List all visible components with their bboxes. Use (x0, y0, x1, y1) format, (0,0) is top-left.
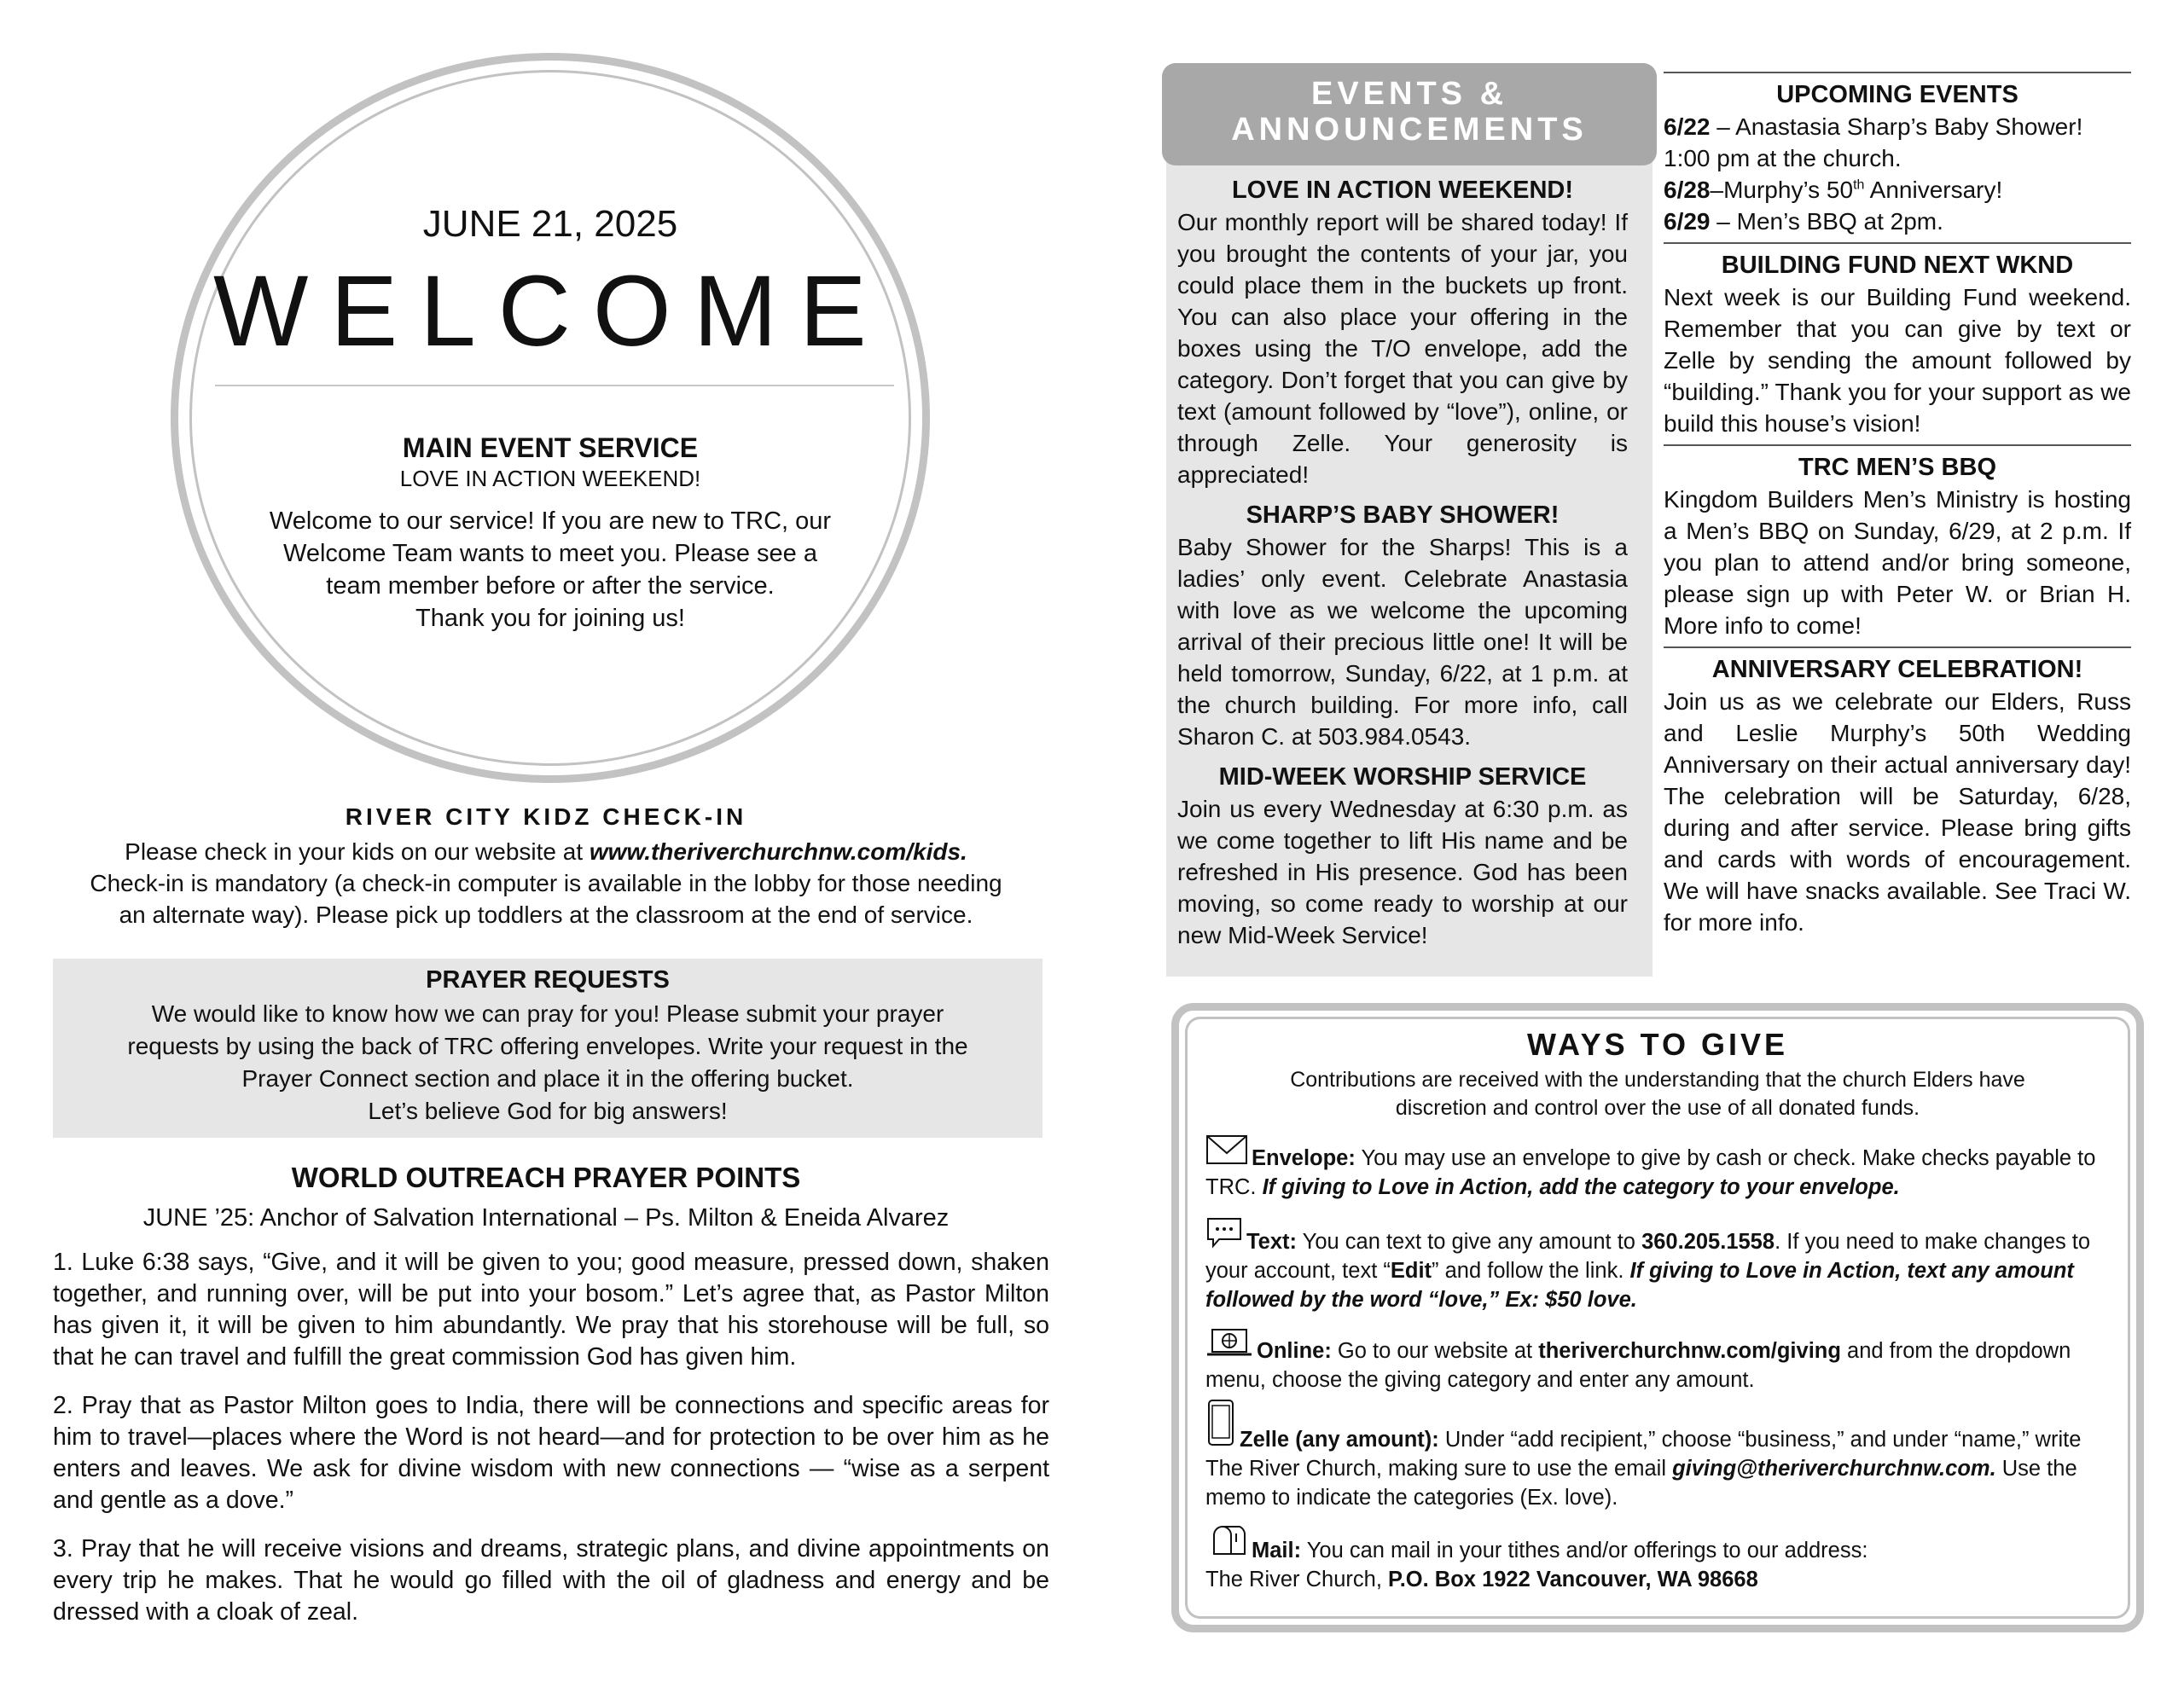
text-number[interactable]: 360.205.1558 (1641, 1230, 1775, 1254)
ordinal-suffix: th (1853, 177, 1865, 193)
mail-label: Mail: (1252, 1539, 1302, 1562)
event-date: 6/22 (1664, 113, 1711, 140)
event-body: Baby Shower for the Sharps! This is a ladies’ only event. Celebrate Anastasia with love as we welcome the upcoming arrival of their precious little one! It will be held tomorrow, Sunday, 6/22, at 1 p.m. at the church building. For more info, call Sharon C. at 503.984.0543. (1177, 534, 1628, 750)
upcoming-event (1664, 206, 2131, 237)
chat-bubble-icon (1205, 1216, 1243, 1256)
upcoming-event (1664, 111, 2131, 174)
event-date: 6/28 (1664, 177, 1711, 203)
welcome-circle-inner (189, 70, 911, 766)
prayer-point: 3. Pray that he will receive visions and dreams, strategic plans, and divine appointments on every trip he makes. That he would go filled with the oil of gladness and energy and be dressed with a cloak of zeal. (53, 1535, 1049, 1626)
section-title: BUILDING FUND NEXT WKND (1721, 252, 2074, 279)
kidz-line: Check-in is mandatory (a check-in computer is available in the lobby for those needing (90, 870, 1002, 896)
section-title: ANNIVERSARY CELEBRATION! (1711, 656, 2083, 683)
events-header-line: ANNOUNCEMENTS (1231, 112, 1588, 148)
phone-icon (1205, 1399, 1236, 1454)
prayer-line: Let’s believe God for big answers! (368, 1098, 728, 1124)
envelope-icon (1205, 1134, 1248, 1173)
section-body: Kingdom Builders Men’s Ministry is hosting a Men’s BBQ on Sunday, 6/29, at 2 p.m. If you plan to attend and/or bring someone, please sign up with Peter W. or Brian H. More info to come! (1664, 486, 2131, 639)
envelope-label: Envelope: (1252, 1146, 1356, 1170)
give-mail (1205, 1523, 2110, 1594)
kidz-checkin-body (51, 836, 1041, 930)
section-body: Next week is our Building Fund weekend. Remember that you can give by text or Zelle by sending the amount followed by “building.” Thank you for your support as we build this house’s vision! (1664, 284, 2131, 437)
give-zelle (1205, 1399, 2110, 1512)
mail-text: You can mail in your tithes and/or offerings to our address: (1301, 1539, 1868, 1562)
envelope-text: You may use an envelope to give by cash or check. Make checks payable to TRC. (1205, 1146, 2096, 1199)
welcome-title: WELCOME (213, 255, 889, 368)
kids-website-link[interactable]: www.theriverchurchnw.com/kids. (589, 838, 967, 865)
kidz-line-text: Please check in your kids on our website at (125, 838, 590, 865)
kidz-line (51, 836, 1041, 867)
event-text: – Men’s BBQ at 2pm. (1710, 208, 1943, 235)
ways-to-give-intro (1228, 1066, 2087, 1122)
zelle-label: Zelle (any amount): (1240, 1428, 1439, 1452)
giving-email-link[interactable]: giving@theriverchurchnw.com. (1672, 1457, 1996, 1481)
prayer-points-list (53, 1247, 1049, 1645)
text-emphasis: If giving to Love in Action, text any amount followed by the word “love,” Ex: $50 love. (1205, 1259, 2074, 1312)
world-outreach-title: WORLD OUTREACH PRAYER POINTS (291, 1162, 801, 1193)
events-column (1177, 174, 1628, 959)
welcome-line: Welcome to our service! If you are new to TRC, our (269, 507, 832, 535)
intro-line: Contributions are received with the understanding that the church Elders have (1290, 1068, 2025, 1092)
kidz-checkin-title: RIVER CITY KIDZ CHECK-IN (345, 803, 747, 830)
zelle-text: Use the memo to indicate the categories (Ex. love). (1205, 1457, 2077, 1510)
laptop-icon (1205, 1327, 1253, 1365)
give-envelope (1205, 1134, 2110, 1202)
giving-website-link[interactable]: theriverchurchnw.com/giving (1538, 1339, 1841, 1363)
prayer-requests-body (53, 998, 1043, 1128)
upcoming-event (1664, 174, 2131, 206)
upcoming-events-title: UPCOMING EVENTS (1776, 81, 2018, 108)
intro-line: discretion and control over the use of all donated funds. (1395, 1096, 1920, 1120)
text-label: Text: (1246, 1230, 1298, 1254)
service-title: MAIN EVENT SERVICE (402, 432, 699, 463)
online-text: Go to our website at (1331, 1339, 1539, 1363)
events-header (1162, 63, 1657, 165)
welcome-line: Thank you for joining us! (415, 605, 685, 632)
prayer-point: 1. Luke 6:38 says, “Give, and it will be given to you; good measure, pressed down, shaken together, and running over, will be put into your bosom.” Let’s agree that, as Pastor Milton has given it, it will be given to him abundantly. We pray that his storehouse will be full, so that he can travel and fulfill the great commission God has given him. (53, 1249, 1049, 1371)
prayer-line: We would like to know how we can pray for you! Please submit your prayer (151, 1000, 944, 1027)
event-title: SHARP’S BABY SHOWER! (1246, 501, 1560, 529)
give-text (1205, 1216, 2110, 1314)
event-title: LOVE IN ACTION WEEKEND! (1231, 177, 1574, 204)
section-title: TRC MEN’S BBQ (1798, 454, 1996, 481)
text-text: ” and follow the link. (1432, 1259, 1630, 1283)
event-text: –Murphy’s 50 (1710, 177, 1854, 203)
text-keyword: Edit (1390, 1259, 1432, 1283)
event-text: Anniversary! (1864, 177, 2003, 203)
event-date: 6/29 (1664, 208, 1711, 235)
event-body: Our monthly report will be shared today! If you brought the contents of your jar, you could place them in the buckets up front. You can also place your offering in the boxes using the T/O envelope, add the category. Don’t forget that you can give by text (amount followed by “love”), online, or through Zelle. Your generosity is appreciated! (1177, 209, 1628, 488)
service-subtitle: LOVE IN ACTION WEEKEND! (399, 466, 701, 491)
section-body: Join us as we celebrate our Elders, Russ and Leslie Murphy’s 50th Wedding Anniversary on their actual anniversary day! The celebration will be Saturday, 6/28, during and after service. Please bring gifts and cards with words of encouragement. We will have snacks available. See Traci W. for more info. (1664, 688, 2131, 936)
event-body: Join us every Wednesday at 6:30 p.m. as we come together to lift His name and be refreshed in His presence. God has been moving, so come ready to worship at our new Mid-Week Service! (1177, 796, 1628, 948)
kidz-line: an alternate way). Please pick up toddlers at the classroom at the end of service. (119, 901, 973, 928)
online-text: and from the dropdown menu, choose the giving category and enter any amount. (1205, 1339, 2071, 1392)
service-date: JUNE 21, 2025 (422, 203, 678, 245)
mail-text: The River Church, (1205, 1568, 1388, 1591)
text-text: You can text to give any amount to (1297, 1230, 1642, 1254)
event-text: – Anastasia Sharp’s Baby Shower! 1:00 pm at the church. (1664, 113, 2083, 171)
mailbox-icon (1205, 1523, 1248, 1565)
prayer-line: requests by using the back of TRC offering envelopes. Write your request in the (127, 1033, 968, 1059)
welcome-line: team member before or after the service. (326, 572, 775, 600)
event-title: MID-WEEK WORSHIP SERVICE (1218, 763, 1587, 791)
upcoming-column (1664, 72, 2131, 943)
welcome-line: Welcome Team wants to meet you. Please see a (283, 540, 817, 567)
zelle-text: Under “add recipient,” choose “business,” and under “name,” write The River Church, making sure to use the email (1205, 1428, 2082, 1481)
envelope-emphasis: If giving to Love in Action, add the category to your envelope. (1262, 1175, 1900, 1199)
prayer-point: 2. Pray that as Pastor Milton goes to India, there will be connections and specific areas for him to travel—places where the Word is not heard—and for protection to be over him as he enters and leaves. We ask for divine wisdom with new connections — “wise as a serpent and gentle as a dove.” (53, 1392, 1049, 1514)
mailing-address: P.O. Box 1922 Vancouver, WA 98668 (1388, 1568, 1758, 1591)
ways-to-give-title: WAYS TO GIVE (1526, 1027, 1789, 1062)
welcome-message (247, 505, 853, 635)
events-header-line: EVENTS & (1310, 76, 1508, 112)
prayer-requests-title: PRAYER REQUESTS (426, 966, 670, 994)
world-outreach-subtitle: JUNE ’25: Anchor of Salvation International – Ps. Milton & Eneida Alvarez (142, 1204, 950, 1232)
give-online (1205, 1327, 2110, 1394)
prayer-line: Prayer Connect section and place it in the offering bucket. (241, 1065, 854, 1092)
welcome-divider (215, 385, 894, 386)
online-label: Online: (1257, 1339, 1332, 1363)
text-text: . If you need to make changes to your account, text “ (1205, 1230, 2091, 1283)
